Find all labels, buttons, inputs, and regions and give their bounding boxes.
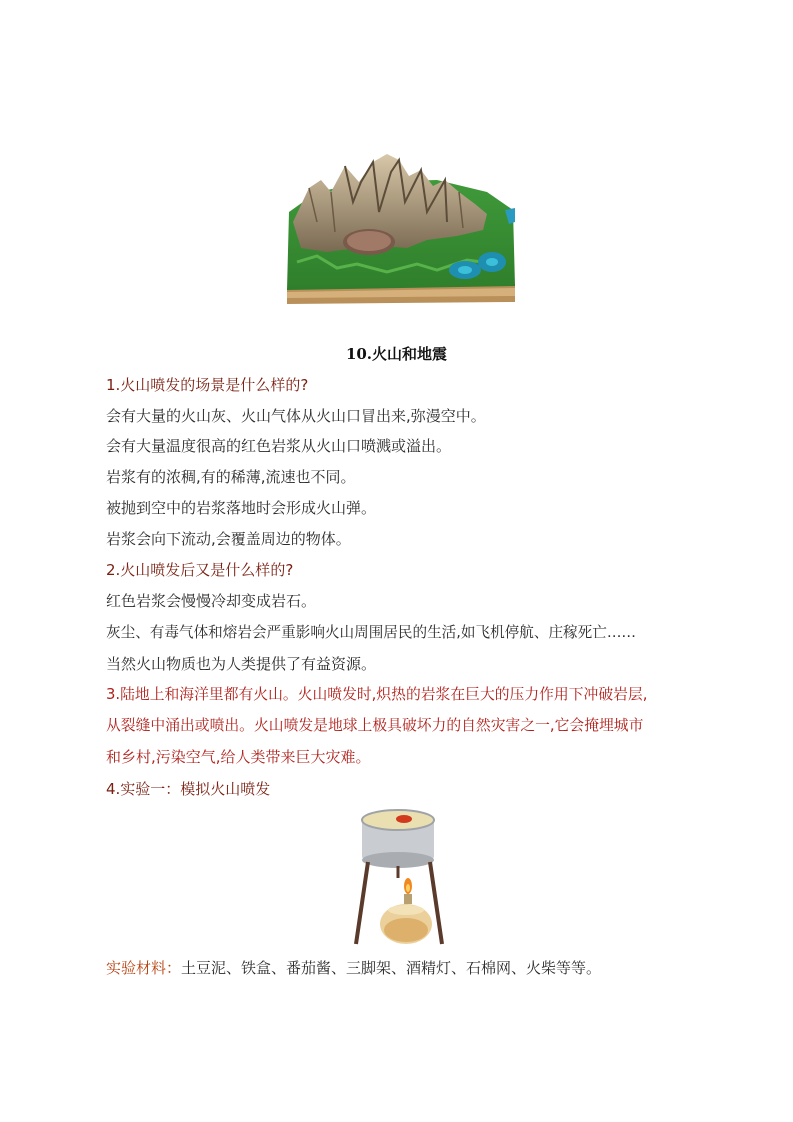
- answer-line: 会有大量的火山灰、火山气体从火山口冒出来,弥漫空中。: [106, 407, 486, 425]
- answer-line: 被抛到空中的岩浆落地时会形成火山弹。: [106, 499, 377, 517]
- answer-line: 当然火山物质也为人类提供了有益资源。: [106, 655, 377, 673]
- answer-line: 岩浆有的浓稠,有的稀薄,流速也不同。: [106, 468, 356, 486]
- answer-line: 红色岩浆会慢慢冷却变成岩石。: [106, 592, 317, 610]
- materials-list: 土豆泥、铁盒、番茄酱、三脚架、酒精灯、石棉网、火柴等等。: [181, 959, 602, 977]
- page-title: 10.火山和地震: [345, 345, 448, 363]
- answer-line: 岩浆会向下流动,会覆盖周边的物体。: [106, 530, 351, 548]
- experiment-apparatus-image: [350, 806, 448, 948]
- paragraph-3-line: 和乡村,污染空气,给人类带来巨大灾难。: [106, 748, 371, 766]
- paragraph-3-line: 3.陆地上和海洋里都有火山。火山喷发时,炽热的岩浆在巨大的压力作用下冲破岩层,: [106, 686, 648, 703]
- question-1-heading: 1.火山喷发的场景是什么样的?: [106, 376, 309, 394]
- answer-line: 会有大量温度很高的红色岩浆从火山口喷溅或溢出。: [106, 437, 452, 455]
- question-2-heading: 2.火山喷发后又是什么样的?: [106, 561, 294, 579]
- answer-line: 灰尘、有毒气体和熔岩会严重影响火山周围居民的生活,如飞机停航、庄稼死亡……: [106, 624, 637, 641]
- volcano-model-image: [287, 152, 515, 304]
- paragraph-3-line: 从裂缝中涌出或喷出。火山喷发是地球上极具破坏力的自然灾害之一,它会掩埋城市: [106, 717, 644, 734]
- experiment-heading: 4.实验一：模拟火山喷发: [106, 780, 271, 798]
- materials-label: 实验材料：: [106, 959, 182, 977]
- materials-line: [106, 956, 601, 980]
